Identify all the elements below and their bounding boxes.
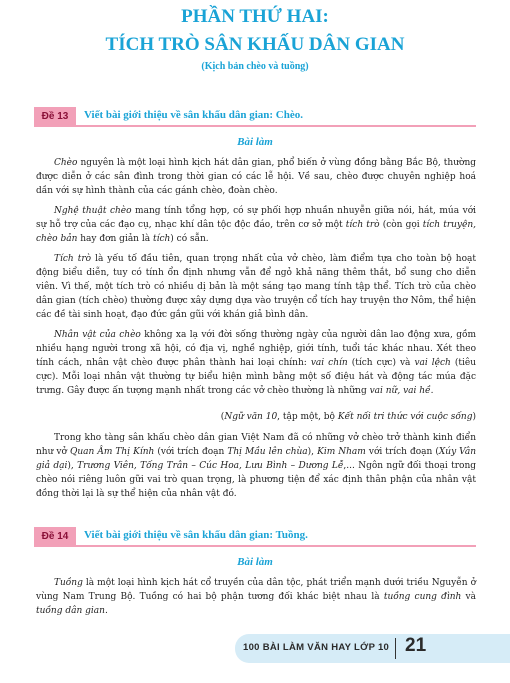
text-run: (tiêu cực). Mỗi loại nhân vật thường tự biểu hiện mình bằng một số điệu hát và động tác múa đặc trưng. Gây được ấn tượng mạnh nhất trong các vở chèo thường là những <box>36 358 476 396</box>
exercise-badge: Đề 14 <box>34 527 76 547</box>
exercise-badge: Đề 13 <box>34 107 76 127</box>
text-run: nguyên là một loại hình kịch hát dân gian, phổ biến ở vùng đồng bằng Bắc Bộ, thường được diễn ở các sân đình trong thời gian có các lễ hội. Về sau, chèo được chuyên nghiệp hoá dần với sự hình thành của các gánh chèo, đoàn chèo. <box>36 158 476 196</box>
text-run: hay đơn giản là <box>77 234 153 244</box>
exercise-title: Viết bài giới thiệu về sân khấu dân gian: Tuồng. <box>84 529 308 541</box>
text-run: (tích cực) và <box>347 358 415 368</box>
italic-text: tuồng dân gian <box>36 606 105 616</box>
exercise-13-header <box>34 107 476 127</box>
italic-text: Trương Viên, Tống Trân – Cúc Hoa, Lưu Bình – Dương Lễ <box>77 461 344 471</box>
paragraph <box>36 431 476 501</box>
text-run: . <box>430 386 434 396</box>
italic-text: Tích trò <box>54 254 92 264</box>
italic-text: vai chín <box>310 358 348 368</box>
text-run: ,... Ngôn ngữ đối thoại trong chèo nói riêng luôn gữi vai trò quan trọng, là phương tiện để xác định thân phận của nhân vật đồng thời lại là sự thể hiện của nhân vật đó. <box>36 461 476 499</box>
italic-text: Chèo <box>54 158 78 168</box>
exercise-title: Viết bài giới thiệu về sân khấu dân gian: Chèo. <box>84 109 304 121</box>
text-run: , tập một, bộ <box>277 412 338 422</box>
italic-text: Kết nối tri thức với cuộc sống <box>337 412 473 422</box>
text-run: (với trích đoạn <box>154 447 228 457</box>
italic-text: vai nữ, vai hề <box>369 386 431 396</box>
series-label: 100 BÀI LÀM VĂN HAY LỚP 10 <box>243 642 390 653</box>
book-subtitle: (Kịch bản chèo và tuồng) <box>201 61 309 72</box>
text-run: và <box>461 592 477 602</box>
italic-text: Thị Mầu lên chùa <box>227 447 308 457</box>
answer-label: Bài làm <box>237 136 273 148</box>
italic-text: Xúy Vân giả dại <box>36 447 477 471</box>
paragraph <box>36 252 476 322</box>
book-title: TÍCH TRÒ SÂN KHẤU DÂN GIAN <box>105 34 405 55</box>
paragraph <box>36 576 476 618</box>
page-number: 21 <box>405 635 427 656</box>
italic-text: tích truyện, chèo bản <box>36 220 476 244</box>
text-run: ( <box>220 412 225 422</box>
italic-text: tích <box>152 234 171 244</box>
divider <box>76 545 476 547</box>
part-title: PHẦN THỨ HAI: <box>181 6 329 27</box>
paragraph <box>36 328 476 398</box>
paragraph <box>36 156 476 198</box>
text-run: là một loại hình kịch hát cổ truyền của dân tộc, phát triển mạnh dưới triều Nguyễn ở vùng Nam Trung Bộ. Tuồng có hai bộ phận tương đối khác biệt nhau là <box>36 578 476 602</box>
italic-text: tuồng cung đình <box>383 592 462 602</box>
italic-text: Quan Âm Thị Kính <box>69 447 155 457</box>
text-run: mang tính tổng hợp, có sự phối hợp nhuần nhuyễn giữa nói, hát, múa với sự hỗ trợ của các đạo cụ, nhạc khí dân tộc độc đáo, trên cơ sở một <box>36 206 476 230</box>
italic-text: vai lệch <box>414 358 451 368</box>
text-run: ) có sẵn. <box>170 234 209 244</box>
text-run: ), <box>307 447 318 457</box>
text-run: là yếu tố đầu tiên, quan trọng nhất của vở chèo, làm điểm tựa cho toàn bộ hoạt động biểu diễn, tuy có tính ổn định nhưng vẫn để ngỏ khả năng thêm thắt, bổ sung cho diễn viên. Vì thế, một tích trò có nhiều dị bản là một sáng tạo mang tính tập thể. Tích trò của chèo dân gian (tích chèo) thường được xây dựng dựa vào truyện cổ tích hay truyện thơ Nôm, thể hiện các đề tài sinh hoạt, đạo đức gắn gũi với khán giả bình dân. <box>36 254 476 320</box>
text-run: (còn gọi <box>379 220 423 230</box>
text-run: . <box>104 606 108 616</box>
italic-text: Nghệ thuật chèo <box>54 206 132 216</box>
divider <box>76 125 476 127</box>
italic-text: Tuồng <box>54 578 83 588</box>
text-run: ) <box>472 412 476 422</box>
page-footer <box>235 634 510 663</box>
source-citation <box>36 410 476 424</box>
text-run: Trong kho tàng sân khấu chèo dân gian Việt Nam đã có những vở chèo trở thành kinh điển như vở <box>36 433 476 457</box>
exercise-14-header <box>34 527 476 547</box>
italic-text: Ngữ văn 10 <box>224 412 278 422</box>
italic-text: tích trò <box>345 220 380 230</box>
paragraph <box>36 204 476 246</box>
italic-text: Kim Nham <box>317 447 366 457</box>
italic-text: Nhân vật của chèo <box>54 330 141 340</box>
answer-label: Bài làm <box>237 556 273 568</box>
footer-separator <box>395 638 396 659</box>
text-run: không xa lạ với đời sống thường ngày của người dân lao động xưa, gồm nhiều hạng người trong xã hội, có địa vị, nghề nghiệp, giới tính, tuổi tác khác nhau. Xét theo tính cách, nhân vật chèo được phân thành hai loại chính: <box>36 330 476 368</box>
text-run: với trích đoạn ( <box>365 447 439 457</box>
text-run: ), <box>67 461 78 471</box>
